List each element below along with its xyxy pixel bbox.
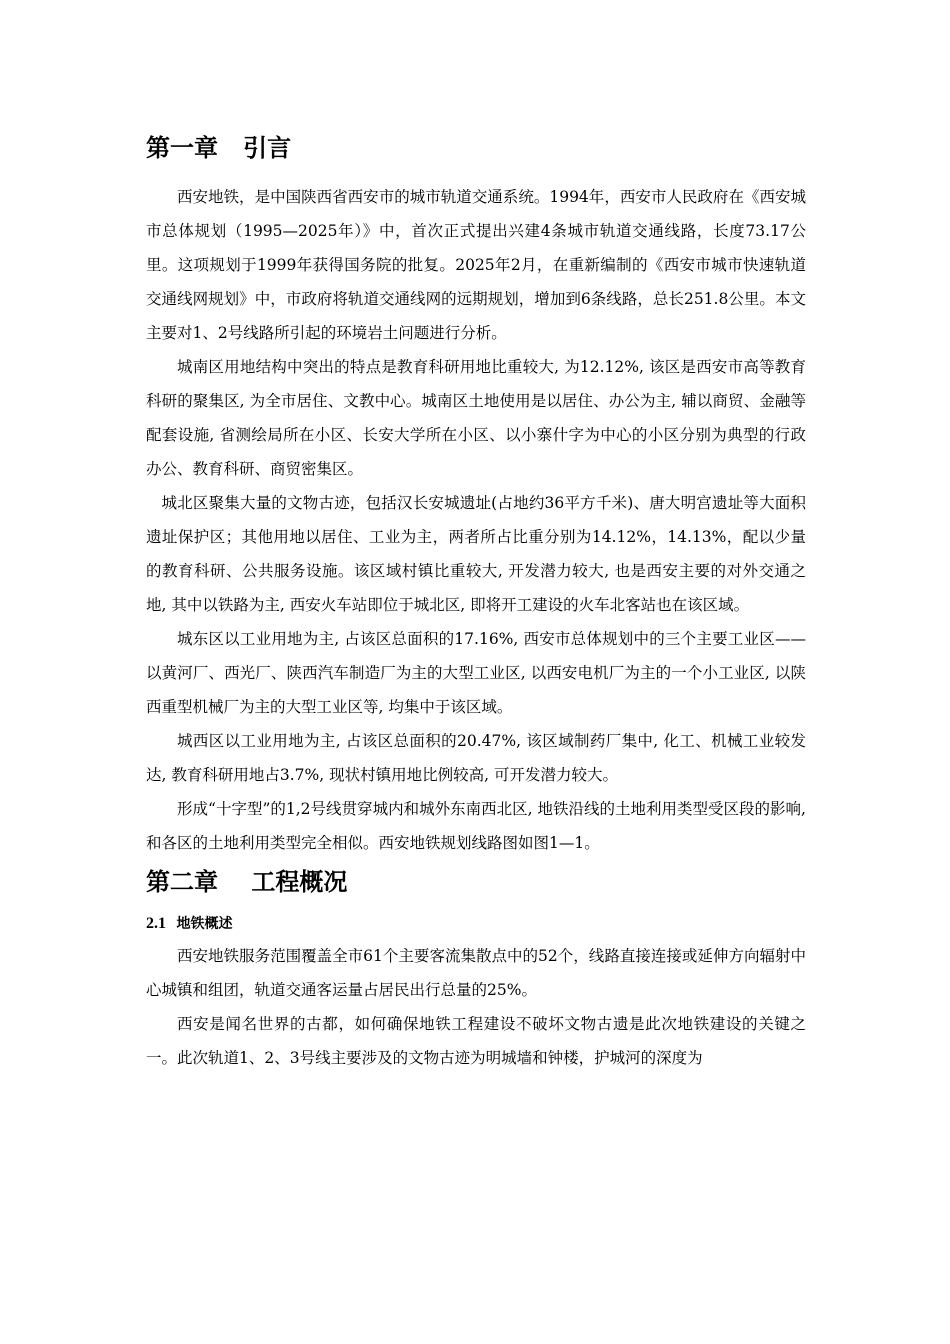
section-name: 地铁概述: [176, 916, 233, 932]
paragraph-east-district: 城东区以工业用地为主, 占该区总面积的17.16%, 西安市总体规划中的三个主要工业区——以黄河厂、西光厂、陕西汽车制造厂为主的大型工业区, 以西安电机厂为主的一个小工业区, 以陕西重型机械厂为主的大型工业区等, 均集中于该区域。: [146, 630, 806, 716]
paragraph-west-district: 城西区以工业用地为主, 占该区总面积的20.47%, 该区域制药厂集中, 化工、机械工业较发达, 教育科研用地占3.7%, 现状村镇用地比例较高, 可开发潜力较大。: [146, 732, 806, 784]
paragraph-metro-coverage: 西安地铁服务范围覆盖全市61个主要客流集散点中的52个，线路直接连接或延伸方向辐射中心城镇和组团，轨道交通客运量占居民出行总量的25%。: [146, 947, 806, 999]
paragraph-heritage-protection: 西安是闻名世界的古都，如何确保地铁工程建设不破坏文物古遗是此次地铁建设的关键之一。此次轨道1、2、3号线主要涉及的文物古迹为明城墙和钟楼，护城河的深度为: [146, 1015, 806, 1067]
paragraph-intro: 西安地铁，是中国陕西省西安市的城市轨道交通系统。1994年，西安市人民政府在《西安城市总体规划（1995—2025年）》中，首次正式提出兴建4条城市轨道交通线路，长度73.17公里。这项规划于1999年获得国务院的批复。2025年2月，在重新编制的《西安市城市快速轨道交通线网规划》中，市政府将轨道交通线网的远期规划，增加到6条线路，总长251.8公里。本文主要对1、2号线路所引起的环境岩土问题进行分析。: [146, 188, 806, 342]
document-page: [146, 128, 806, 1075]
chapter-1-title: 第一章 引言: [146, 134, 292, 162]
paragraph-cross-lines: 形成“十字型”的1,2号线贯穿城内和城外东南西北区, 地铁沿线的土地利用类型受区段的影响, 和各区的土地利用类型完全相似。西安地铁规划线路图如图1—1。: [146, 800, 806, 852]
section-2-1-heading: [146, 908, 806, 939]
paragraph-north-district: 城北区聚集大量的文物古迹，包括汉长安城遗址(占地约36平方千米)、唐大明宫遗址等大面积遗址保护区；其他用地以居住、工业为主，两者所占比重分别为14.12%，14.13%，配以少量的教育科研、公共服务设施。该区域村镇比重较大, 开发潜力较大, 也是西安主要的对外交通之地, 其中以铁路为主, 西安火车站即位于城北区, 即将开工建设的火车北客站也在该区域。: [146, 494, 806, 614]
section-number: 2.1: [146, 915, 166, 932]
paragraph-south-district: 城南区用地结构中突出的特点是教育科研用地比重较大, 为12.12%, 该区是西安市高等教育科研的聚集区, 为全市居住、文教中心。城南区土地使用是以居住、办公为主, 辅以商贸、金融等配套设施, 省测绘局所在小区、长安大学所在小区、以小寨什字为中心的小区分别为典型的行政办公、教育科研、商贸密集区。: [146, 358, 806, 478]
chapter-2-title: 第二章 工程概况: [146, 868, 348, 896]
